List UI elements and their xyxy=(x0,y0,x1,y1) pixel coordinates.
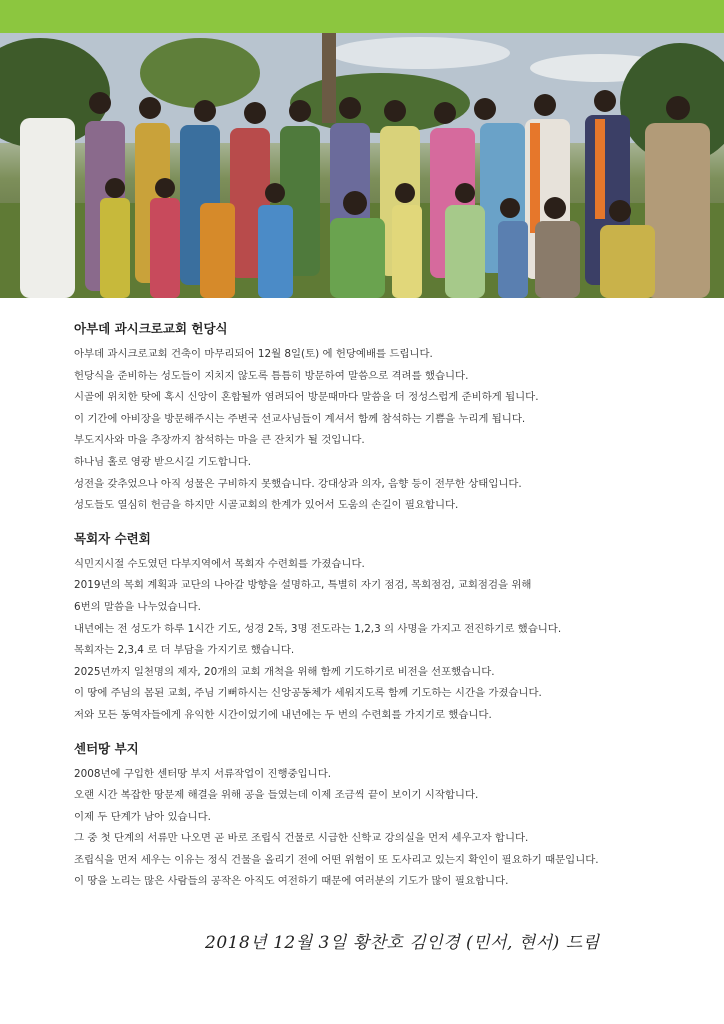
paragraph-line: 2008년에 구입한 센터땅 부지 서류작업이 진행중입니다. xyxy=(74,767,332,780)
section-title: 목회자 수련회 xyxy=(74,530,151,546)
paragraph-line: 성도들도 열심히 헌금을 하지만 시골교회의 한계가 있어서 도움의 손길이 필요합니다. xyxy=(74,499,459,512)
paragraph-line: 저와 모든 동역자들에게 유익한 시간이었기에 내년에는 두 번의 수련회를 가지기로 했습니다. xyxy=(74,708,492,721)
group-photo xyxy=(0,33,724,298)
paragraph-line: 하나님 홀로 영광 받으시길 기도합니다. xyxy=(74,455,252,468)
group-photo-icon xyxy=(0,33,724,298)
section-title: 센터땅 부지 xyxy=(74,740,139,756)
paragraph-line: 2025년까지 일천명의 제자, 20개의 교회 개척을 위해 함께 기도하기로 비전을 선포했습니다. xyxy=(74,665,495,678)
section-pastor-retreat xyxy=(74,530,694,727)
paragraph-line: 부도지사와 마을 추장까지 참석하는 마을 큰 잔치가 될 것입니다. xyxy=(74,434,365,447)
paragraph-line: 이제 두 단계가 남아 있습니다. xyxy=(74,810,211,823)
content xyxy=(74,320,694,906)
section-dedication xyxy=(74,320,694,517)
paragraph-line: 오랜 시간 복잡한 땅문제 해결을 위해 공을 들였는데 이제 조금씩 끝이 보이기 시작합니다. xyxy=(74,789,479,802)
paragraph-line: 이 땅을 노리는 많은 사람들의 공작은 아직도 여전하기 때문에 여러분의 기도가 많이 필요합니다. xyxy=(74,875,509,888)
paragraph-line: 아부데 과시크로교회 건축이 마무리되어 12월 8일(토) 에 헌당예배를 드립니다. xyxy=(74,348,433,360)
paragraph-line: 그 중 첫 단계의 서류만 나오면 곧 바로 조립식 건물로 시급한 신학교 강의실을 먼저 세우고자 합니다. xyxy=(74,832,529,845)
paragraph-line: 2019년의 목회 계획과 교단의 나아갈 방향을 설명하고, 특별히 자기 점검, 목회점검, 교회점검을 위해 xyxy=(74,579,532,592)
section-center-land xyxy=(74,740,694,894)
paragraph-line: 이 땅에 주님의 몸된 교회, 주님 기뻐하시는 신앙공동체가 세워지도록 함께 기도하는 시간을 가졌습니다. xyxy=(74,687,542,700)
top-accent-bar xyxy=(0,0,724,33)
paragraph-line: 조립식을 먼저 세우는 이유는 정식 건물을 올리기 전에 어떤 위험이 또 도사리고 있는지 확인이 필요하기 때문입니다. xyxy=(74,853,599,866)
signature: 2018년 12월 3일 황찬호 김인경 (민서, 현서) 드림 xyxy=(205,933,600,953)
section-title: 아부데 과시크로교회 헌당식 xyxy=(74,321,228,336)
paragraph-line: 헌당식을 준비하는 성도들이 지치지 않도록 틈틈히 방문하여 말씀으로 격려를 했습니다. xyxy=(74,369,469,382)
paragraph-line: 식민지시절 수도였던 다부지역에서 목회자 수련회를 가졌습니다. xyxy=(74,557,365,570)
paragraph-line: 시골에 위치한 탓에 혹시 신앙이 혼합될까 염려되어 방문때마다 말씀을 더 정성스럽게 준비하게 됩니다. xyxy=(74,391,539,404)
paragraph-line: 이 기간에 아비장을 방문해주시는 주변국 선교사님들이 계셔서 함께 참석하는 기쁨을 누리게 됩니다. xyxy=(74,412,526,425)
paragraph-line: 내년에는 전 성도가 하루 1시간 기도, 성경 2독, 3명 전도라는 1,2,3 의 사명을 가지고 전진하기로 했습니다. xyxy=(74,622,562,635)
paragraph-line: 목회자는 2,3,4 로 더 부담을 가지기로 했습니다. xyxy=(74,644,295,657)
paragraph-line: 성전을 갖추었으나 아직 성물은 구비하지 못했습니다. 강대상과 의자, 음향 등이 전무한 상태입니다. xyxy=(74,477,522,490)
paragraph-line: 6번의 말씀을 나누었습니다. xyxy=(74,600,201,613)
